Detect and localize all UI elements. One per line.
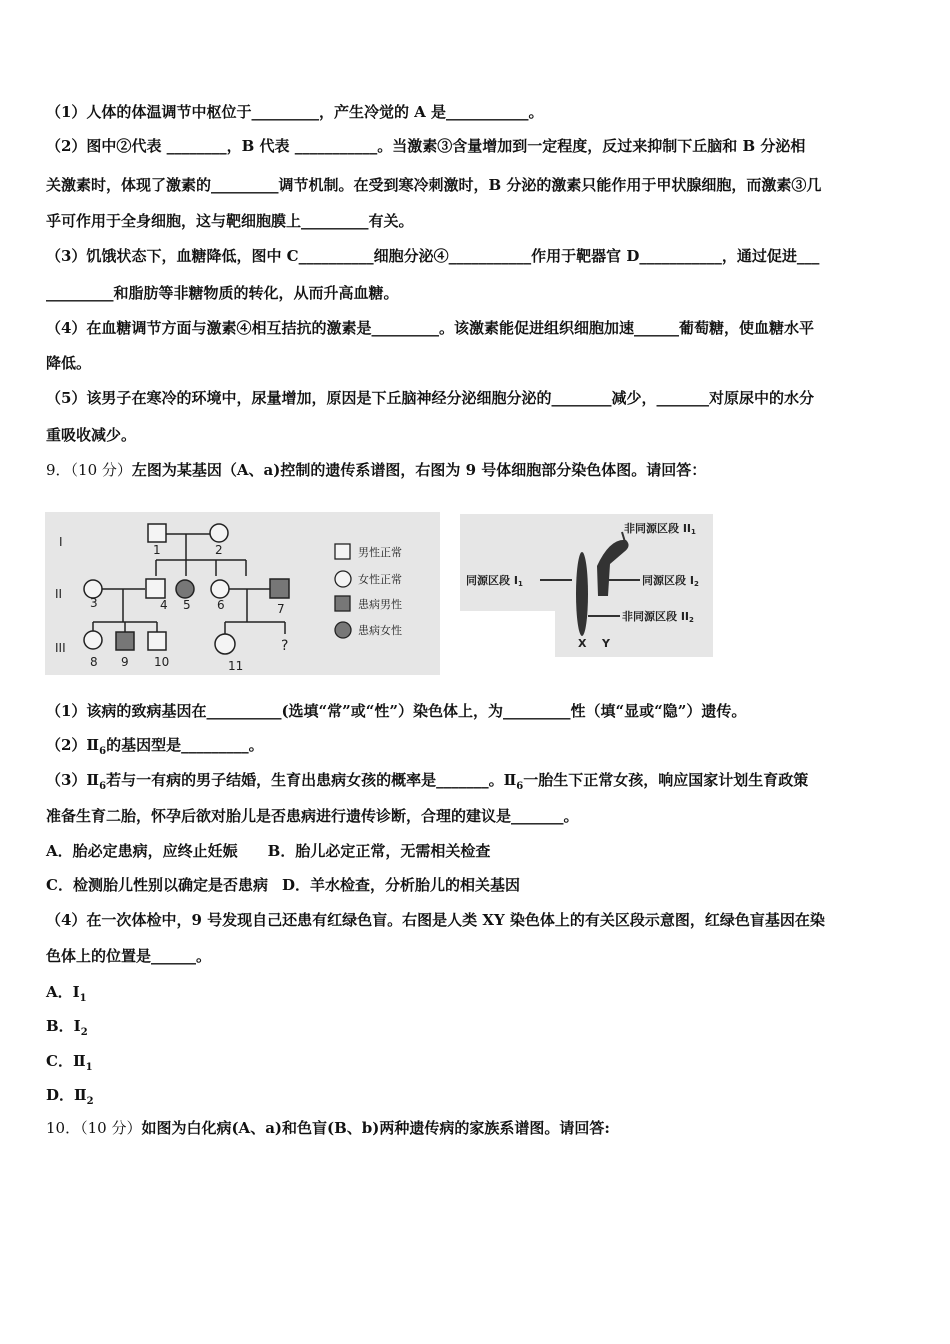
label-8: 8 <box>90 655 98 669</box>
q8-part4-line1: （4）在血糖调节方面与激素④相互拮抗的激素是_________。该激素能促进组织细胞加速______葡萄糖，使血糖水平 <box>46 319 814 337</box>
individual-II6 <box>211 580 229 598</box>
legend-male-affected-icon <box>335 596 350 611</box>
label-homo-I1: 同源区段 I1 <box>466 574 523 588</box>
q8-part1: （1）人体的体温调节中枢位于_________，产生冷觉的 A 是___________。 <box>46 103 544 121</box>
q9-options-row2 <box>46 874 520 896</box>
q9-choice-C: C．$Ⅱ_1$ <box>46 1052 93 1073</box>
legend-male-normal: 男性正常 <box>358 546 402 559</box>
q9-part3-line1: $(3)Ⅱ_6$若与一有病的男子结婚，生育出患病女孩的概率是_______。$Ⅱ_6$一胎生下正常女孩，响应国家计划生育政策 <box>46 771 809 792</box>
q8-part5-line1: （5）该男子在寒冷的环境中，尿量增加，原因是下丘脑神经分泌细胞分泌的________减少，_______对原尿中的水分 <box>46 389 814 407</box>
q8-part2-line2: 关激素时，体现了激素的_________调节机制。在受到寒冷刺激时，B 分泌的激素只能作用于甲状腺细胞，而激素③几 <box>46 176 822 194</box>
option-D: D．羊水检查，分析胎儿的相关基因 <box>281 876 520 894</box>
q10-stem <box>46 1117 610 1139</box>
q8-part2-line3: 乎可作用于全身细胞，这与靶细胞膜上_________有关。 <box>46 212 414 230</box>
q8-part3-line1: （3）饥饿状态下，血糖降低，图中 C__________细胞分泌④___________作用于靶器官 D___________，通过促进___ <box>46 247 820 265</box>
gen-III-label: III <box>55 641 66 655</box>
label-y: Y <box>602 637 610 650</box>
individual-II4 <box>146 579 165 598</box>
label-unknown: ? <box>281 638 289 654</box>
legend-female-normal-icon <box>335 571 351 587</box>
label-6: 6 <box>217 598 225 612</box>
q9-part1: （1）该病的致病基因在__________(选填“常”或“性”）染色体上，为_________性（填“显或“隐”）遗传。 <box>46 702 747 720</box>
x-chromosome <box>576 552 588 636</box>
legend-male-normal-icon <box>335 544 350 559</box>
individual-II7 <box>270 579 289 598</box>
q10-number: 10． <box>46 1119 81 1137</box>
q9-number: 9． <box>46 461 71 479</box>
pedigree-chart <box>45 512 440 675</box>
label-4: 4 <box>160 598 168 612</box>
individual-I1 <box>148 524 166 542</box>
q8-part2-line1: （2）图中②代表 ________，B 代表 ___________。当激素③含量增加到一定程度，反过来抑制下丘脑和 B 分泌相 <box>46 137 806 155</box>
label-homo-I2: 同源区段 I2 <box>642 574 699 588</box>
gen-I-label: I <box>59 535 63 549</box>
individual-II5 <box>176 580 194 598</box>
gen-II-label: II <box>55 587 63 601</box>
q9-choice-A: A．$Ⅰ_1$ <box>46 983 87 1004</box>
q8-part4-line2: 降低。 <box>46 354 92 372</box>
label-9: 9 <box>121 655 129 669</box>
q9-part3-line2: 准备生育二胎，怀孕后欲对胎儿是否患病进行遗传诊断，合理的建议是_______。 <box>46 807 579 825</box>
q9-choice-D: D．$Ⅱ_2$ <box>46 1086 94 1107</box>
legend-female-affected: 患病女性 <box>358 624 402 637</box>
label-5: 5 <box>183 598 191 612</box>
option-A: A．胎必定患病，应终止妊娠 <box>46 842 238 860</box>
label-nonhomo-II2: 非同源区段 II2 <box>622 610 694 624</box>
q10-score: （10 分） <box>80 1119 142 1137</box>
q9-part4-line2: 色体上的位置是______。 <box>46 947 212 965</box>
q9-part2: $(2)Ⅱ_6$的基因型是_________。 <box>46 736 264 757</box>
q9-stem <box>46 459 706 481</box>
legend-female-normal: 女性正常 <box>358 573 402 586</box>
individual-III10 <box>148 632 166 650</box>
q9-stem-text: 左图为某基因（A、a)控制的遗传系谱图，右图为 9 号体细胞部分染色体图。请回答： <box>131 461 707 479</box>
chromosome-figure <box>460 514 713 657</box>
label-10: 10 <box>154 655 170 669</box>
label-x: X <box>578 637 587 650</box>
q8-part5-line2: 重吸收减少。 <box>46 426 137 444</box>
individual-III11 <box>215 634 235 654</box>
label-3: 3 <box>90 596 98 610</box>
option-C: C．检测胎儿性别以确定是否患病 <box>46 876 268 894</box>
individual-I2 <box>210 524 228 542</box>
individual-III9 <box>116 632 134 650</box>
q8-part3-line2: _________和脂肪等非糖物质的转化，从而升高血糖。 <box>46 284 399 302</box>
legend-male-affected: 患病男性 <box>358 598 402 611</box>
q9-score: （10 分） <box>70 461 132 479</box>
label-2: 2 <box>215 543 223 557</box>
q9-options-row1 <box>46 840 490 862</box>
q9-choice-B: B．$Ⅰ_2$ <box>46 1017 88 1038</box>
label-7: 7 <box>277 602 285 616</box>
pedigree-figure <box>45 512 440 675</box>
individual-III8 <box>84 631 102 649</box>
legend-female-affected-icon <box>335 622 351 638</box>
xy-chromosome-diagram <box>460 514 713 657</box>
option-B: B．胎儿必定正常，无需相关检查 <box>267 842 491 860</box>
q10-stem-text: 如图为白化病(A、a)和色盲(B、b)两种遗传病的家族系谱图。请回答: <box>141 1119 610 1137</box>
label-11: 11 <box>228 659 244 673</box>
label-nonhomo-II1: 非同源区段 II1 <box>624 522 696 536</box>
label-1: 1 <box>153 543 161 557</box>
q9-part4-line1: （4）在一次体检中，9 号发现自己还患有红绿色盲。右图是人类 XY 染色体上的有关区段示意图，红绿色盲基因在染 <box>46 911 825 929</box>
